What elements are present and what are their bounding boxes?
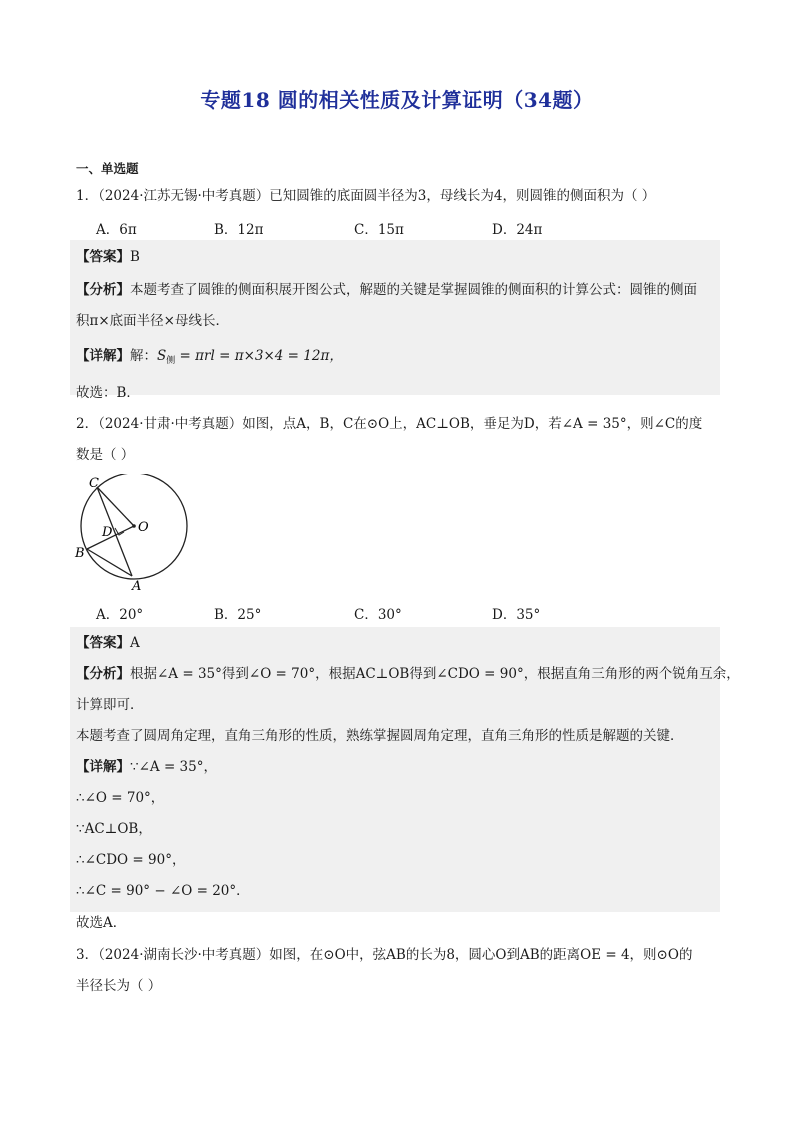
q1-conclusion: 故选：B． (76, 385, 140, 401)
q2-conclusion: 故选A． (76, 915, 127, 931)
analysis-text: 本题考查了圆锥的侧面积展开图公式，解题的关键是掌握圆锥的侧面积的计算公式：圆锥的侧面 (130, 282, 697, 298)
q2-option-d[interactable]: D．35° (492, 607, 541, 623)
detail-text: ∵∠A = 35°， (130, 759, 217, 775)
detail-formula: = πrl = π×3×4 = 12π， (175, 348, 343, 364)
q2-detail-3: ∵AC⊥OB， (76, 821, 152, 837)
q1-analysis-line-1 (76, 281, 697, 299)
analysis-tag: 【分析】 (76, 666, 130, 682)
page-title: 专题18 圆的相关性质及计算证明（34题） (200, 88, 594, 112)
q1-stem: 1．（2024·江苏无锡·中考真题）已知圆锥的底面圆半径为3，母线长为4，则圆锥的侧面积为（ ） (76, 188, 656, 204)
q2-detail-5: ∴∠C = 90° − ∠O = 20°． (76, 883, 250, 899)
segment-co (97, 487, 134, 526)
detail-subscript: 侧 (166, 356, 176, 366)
q2-circle-figure (72, 474, 197, 594)
answer-value: A (130, 635, 140, 651)
q1-option-b[interactable]: B．12π (214, 222, 264, 238)
detail-prefix: 解： (130, 348, 157, 364)
q2-analysis-line-3: 本题考查了圆周角定理，直角三角形的性质，熟练掌握圆周角定理，直角三角形的性质是解题的关键． (76, 728, 684, 744)
q2-option-c[interactable]: C．30° (354, 607, 402, 623)
detail-tag: 【详解】 (76, 348, 130, 364)
chord-ba (87, 549, 132, 576)
label-d: D (102, 525, 113, 540)
q1-option-c[interactable]: C．15π (354, 222, 404, 238)
q2-detail-4: ∴∠CDO = 90°， (76, 852, 186, 868)
center-point (132, 524, 136, 528)
detail-s: S (157, 348, 167, 364)
label-c: C (89, 476, 99, 491)
answer-value: B (130, 249, 140, 265)
q2-stem-line-2: 数是（ ） (76, 447, 135, 463)
q1-option-d[interactable]: D．24π (492, 222, 543, 238)
answer-tag: 【答案】 (76, 249, 130, 265)
q1-answer (76, 248, 140, 266)
q2-analysis-line-2: 计算即可． (76, 697, 144, 713)
q1-option-a[interactable]: A．6π (96, 222, 137, 238)
q2-detail-2: ∴∠O = 70°， (76, 790, 165, 806)
q1-analysis-line-2: 积π×底面半径×母线长． (76, 313, 229, 329)
detail-tag: 【详解】 (76, 759, 130, 775)
q2-option-b[interactable]: B．25° (214, 607, 262, 623)
label-b: B (75, 546, 85, 561)
answer-tag: 【答案】 (76, 635, 130, 651)
q2-option-a[interactable]: A．20° (96, 607, 144, 623)
q1-detail (76, 347, 343, 370)
q3-stem-line-2: 半径长为（ ） (76, 978, 162, 994)
q2-answer (76, 634, 140, 652)
q3-stem-line-1: 3．（2024·湖南长沙·中考真题）如图，在⊙O中，弦AB的长为8，圆心O到AB的距离OE = 4，则⊙O的 (76, 947, 693, 963)
q2-detail-1 (76, 758, 217, 776)
section-heading: 一、单选题 (76, 161, 139, 176)
label-o: O (138, 520, 149, 535)
analysis-text: 根据∠A = 35°得到∠O = 70°，根据AC⊥OB得到∠CDO = 90°，根据直角三角形的两个锐角互余， (130, 666, 740, 682)
q2-stem-line-1: 2．（2024·甘肃·中考真题）如图，点A，B，C在⊙O上，AC⊥OB，垂足为D，若∠A = 35°，则∠C的度 (76, 416, 703, 432)
q2-analysis-line-1 (76, 665, 740, 683)
label-a: A (132, 579, 142, 594)
analysis-tag: 【分析】 (76, 282, 130, 298)
